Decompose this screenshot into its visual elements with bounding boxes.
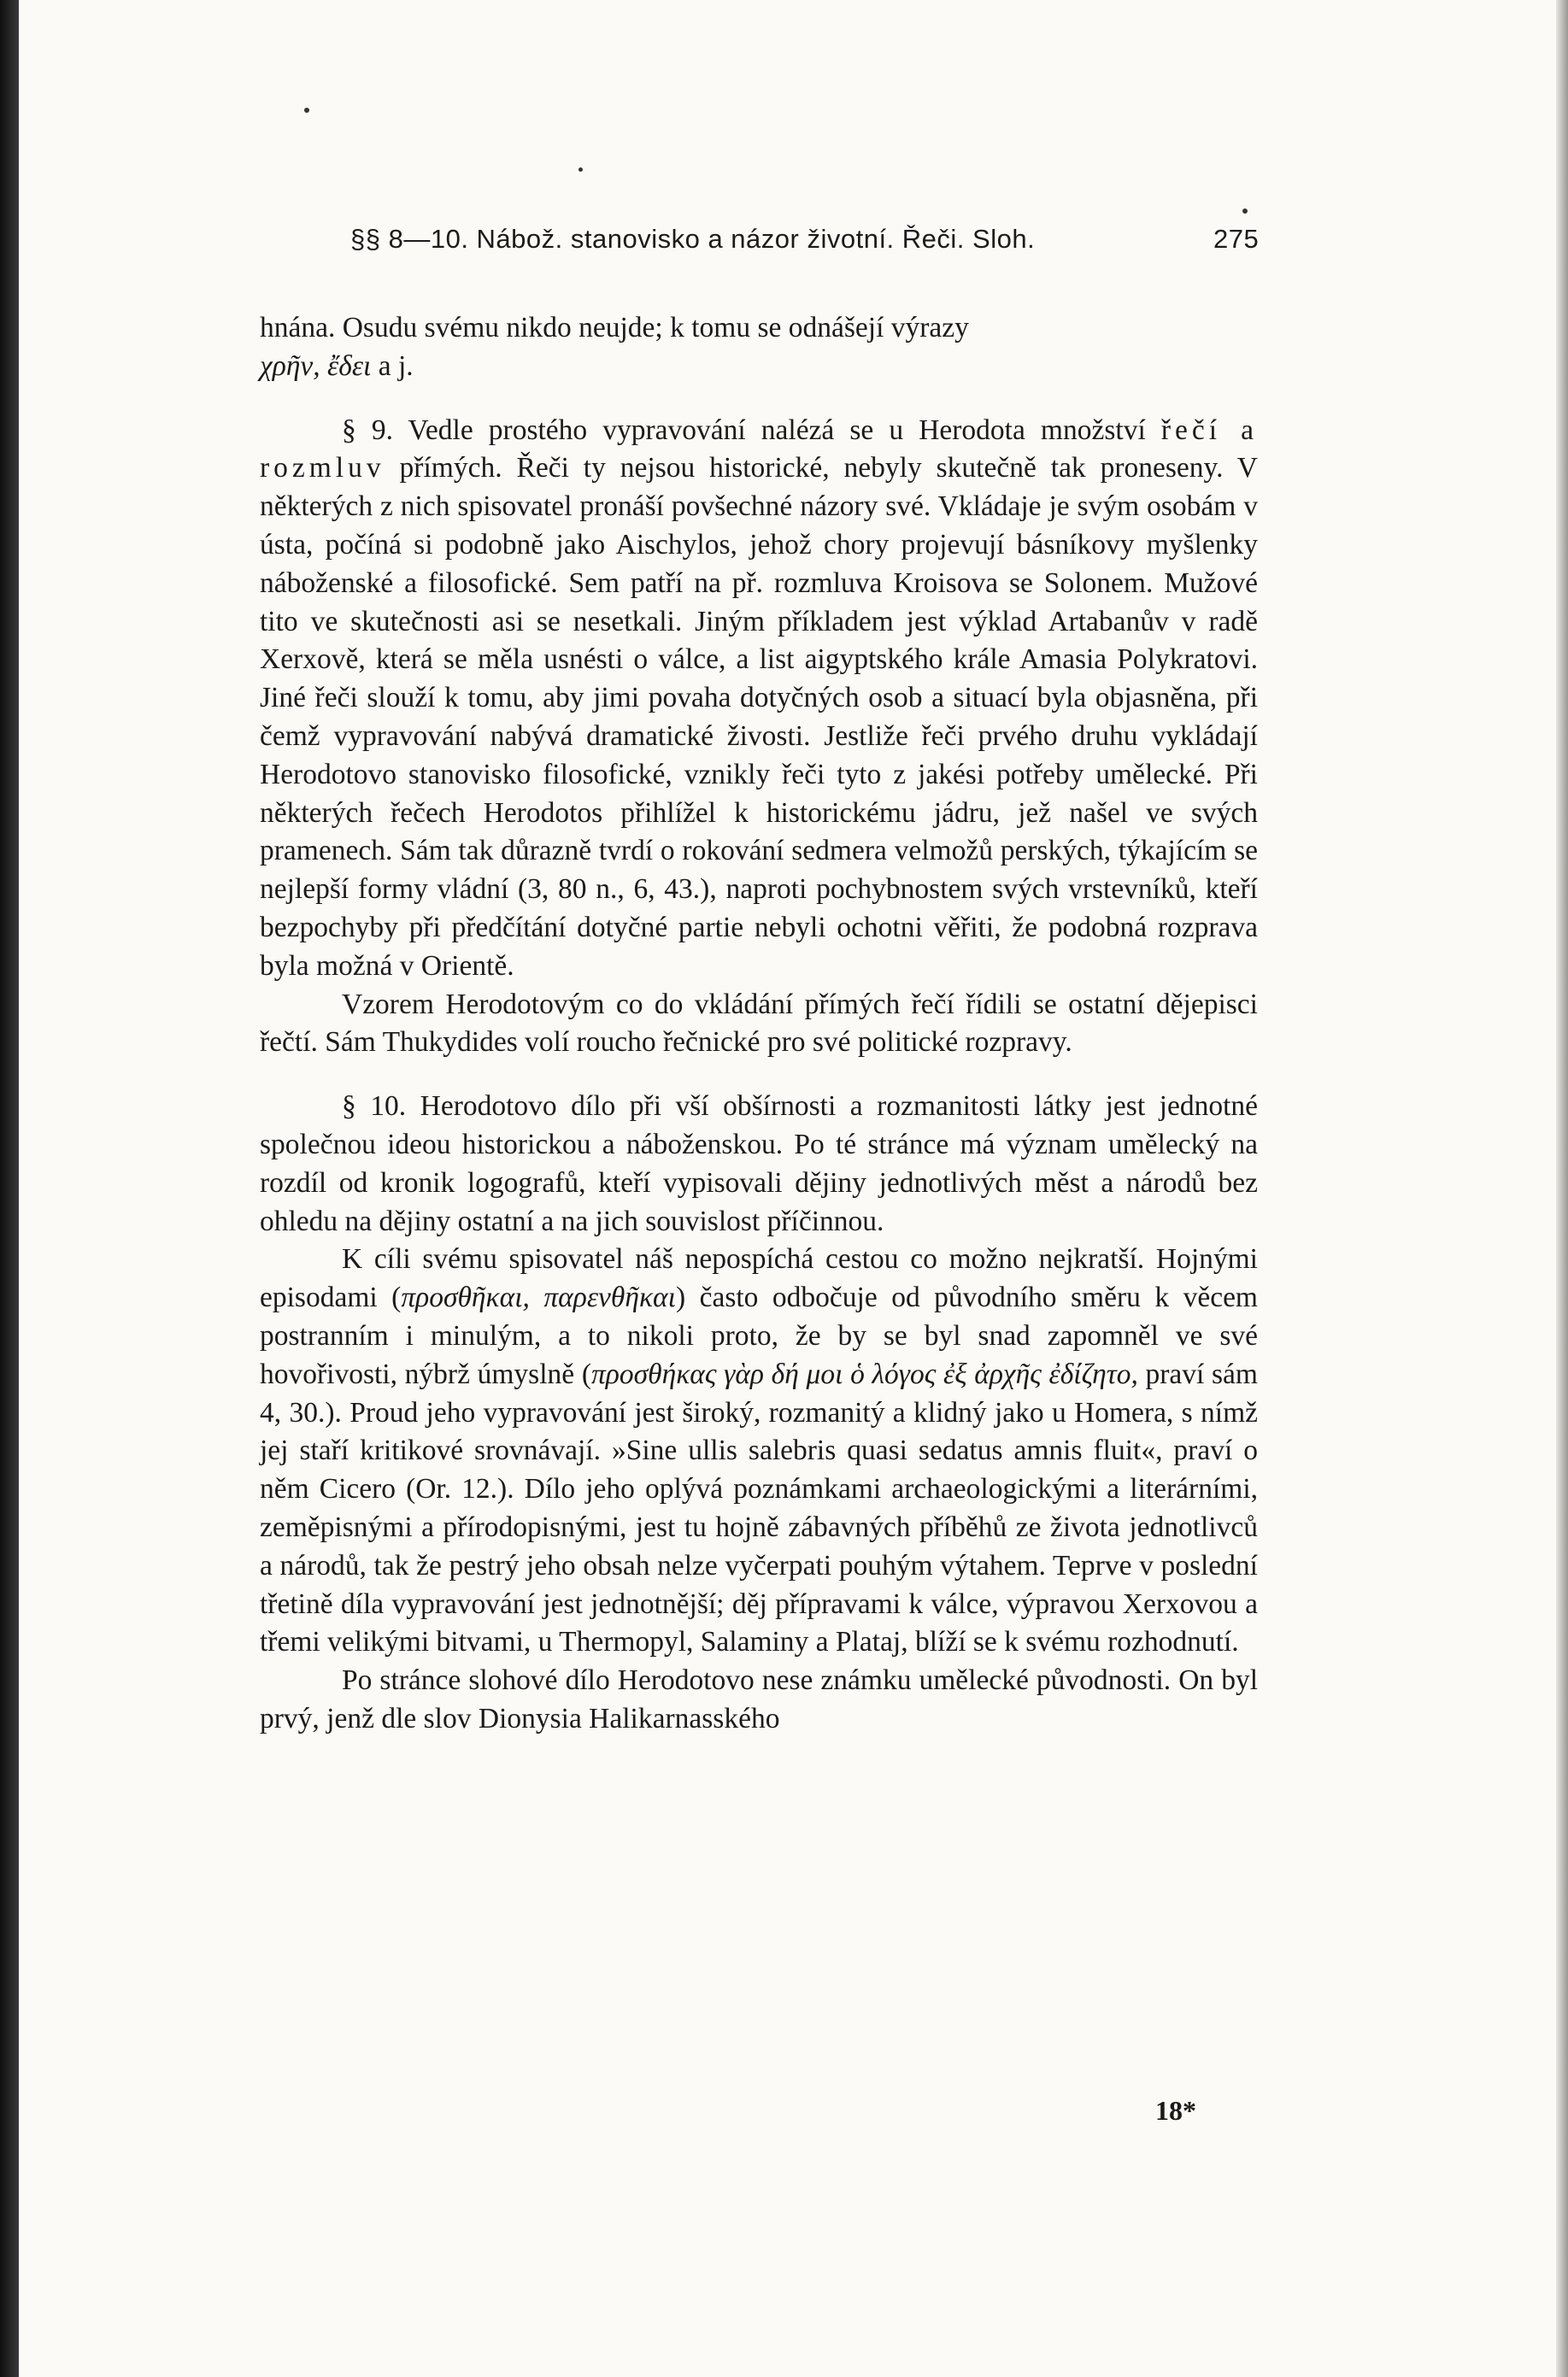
- paragraph-continuation: hnána. Osudu svému nikdo neujde; k tomu se odnášejí výrazy χρῆν, ἔδει a j.: [260, 312, 969, 382]
- section-9-paragraph: § 9. Vedle prostého vypravování nalézá se u Herodota množství řečí a rozmluv přímých. Řeči ty nejsou historické, nebyly skutečně tak proneseny. V některých z nich spisovatel pronáší povšechné názory své. Vkládaje je svým osobám v ústa, počíná si podobně jako Aischylos, jehož chory projevují básníkovy myšlenky náboženské a filosofické. Sem patří na př. rozmluva Kroisova se Solonem. Mužové tito ve skutečnosti asi se nesetkali. Jiným příkladem jest výklad Artabanův v radě Xerxově, která se měla usnésti o válce, a list aigyptského krále Amasia Polykratovi. Jiné řeči slouží k tomu, aby jimi povaha dotyčných osob a situací byla objasněna, při čemž vypravování nabývá dramatické živosti. Jestliže řeči prvého druhu vykládají Herodotovo stanovisko filosofické, vznikly řeči tyto z jakési potřeby umělecké. Při některých řečech Herodotos přihlížel k historickému jádru, jež našel ve svých pramenech. Sám tak důrazně tvrdí o rokování sedmera velmožů perských, týkajícím se nejlepší formy vládní (3, 80 n., 6, 43.), naproti pochybnostem svých vrstevníků, kteří bezpochyby při předčítání dotyčné partie nebyli ochotni věřiti, že podobná rozprava byla možná v Orientě.: [260, 414, 1258, 982]
- paragraph-vzorem: Vzorem Herodotovým co do vkládání přímých řečí řídili se ostatní dějepisci řečtí. Sám Thukydides volí roucho řečnické pro své politické rozpravy.: [260, 988, 1258, 1059]
- greek-quote-2: προσθήκας γὰρ δή μοι ὁ λόγος ἐξ ἀρχῆς ἐδίζητο,: [590, 1358, 1138, 1390]
- dust-speck: [578, 167, 583, 172]
- book-spine-shadow: [0, 0, 19, 2377]
- body-text: [260, 309, 1258, 1739]
- emphasized-spaced-text: řečí a rozmluv: [260, 414, 1258, 484]
- greek-terms: χρῆν, ἔδει: [260, 349, 372, 382]
- signature-mark: 18*: [1155, 2095, 1196, 2126]
- dust-speck: [304, 108, 309, 113]
- paragraph-k-cili: K cíli svému spisovatel náš nepospíchá cestou co možno nejkratší. Hojnými episodami (προσθῆκαι, παρενθῆκαι) často odbočuje od původního směru k věcem postranním i minulým, a to nikoli proto, že by se byl snad zapomněl ve své hovořivosti, nýbrž úmyslně (προσθήκας γὰρ δή μοι ὁ λόγος ἐξ ἀρχῆς ἐδίζητο, praví sám 4, 30.). Proud jeho vypravování jest široký, rozmanitý a klidný jako u Homera, s nímž jej staří kritikové srovnávají. »Sine ullis salebris quasi sedatus amnis fluit«, praví o něm Cicero (Or. 12.). Dílo jeho oplývá poznámkami archaeologickými a literárními, zeměpisnými a přírodopisnými, jest tu hojně zábavných příběhů ze života jednotlivců a národů, tak že pestrý jeho obsah nelze vyčerpati pouhým výtahem. Teprve v poslední třetině díla vypravování jest jednotnější; děj přípravami k válce, výpravou Xerxovou a třemi velikými bitvami, u Thermopyl, Salaminy a Plataj, blíží se k svému rozhodnutí.: [260, 1243, 1258, 1658]
- paragraph-last: Po stránce slohové dílo Herodotovo nese známku umělecké původnosti. On byl prvý, jenž dle slov Dionysia Halikarnasského: [260, 1664, 1258, 1734]
- running-header: [350, 224, 1290, 255]
- page-edge: [1556, 0, 1568, 2377]
- page-number: 275: [1213, 224, 1260, 254]
- dust-speck: [1242, 208, 1248, 214]
- scanned-page: [19, 0, 1568, 2377]
- greek-quote-1: προσθῆκαι, παρενθῆκαι: [401, 1282, 676, 1314]
- running-title: §§ 8—10. Nábož. stanovisko a názor životní. Řeči. Sloh.: [350, 224, 1036, 254]
- section-10-paragraph: § 10. Herodotovo dílo při vší obšírnosti a rozmanitosti látky jest jednotné společnou ideou historickou a náboženskou. Po té stránce má význam umělecký na rozdíl od kronik logografů, kteří vypisovali dějiny jednotlivých měst a národů bez ohledu na dějiny ostatní a na jich souvislost příčinnou.: [260, 1090, 1258, 1237]
